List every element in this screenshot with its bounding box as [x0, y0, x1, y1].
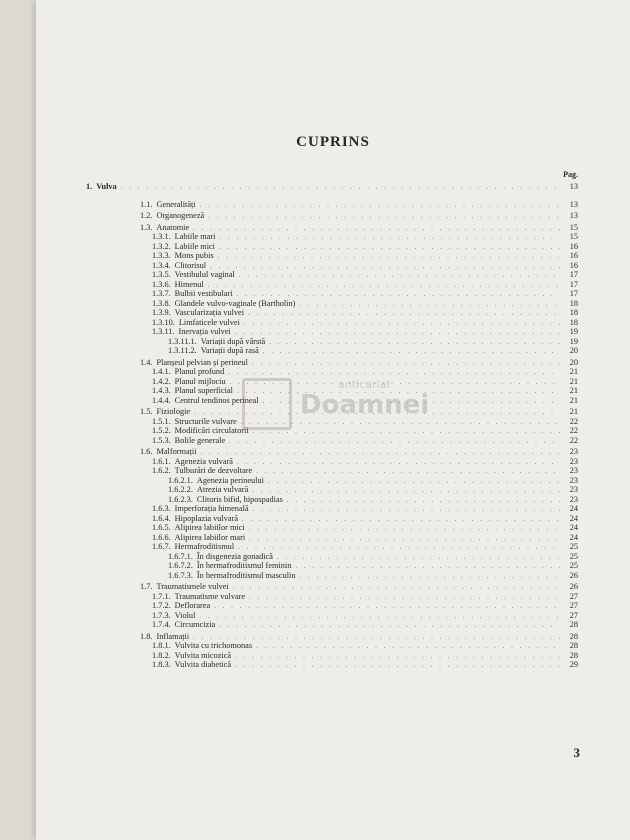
toc-entry-page: 17 — [569, 270, 578, 279]
toc-entry-number: 1.5.2. — [152, 426, 171, 435]
toc-entry — [86, 457, 578, 467]
toc-entry — [86, 251, 578, 261]
toc-entry-number: 1.3.11.1. — [168, 336, 197, 346]
toc-entry-page: 17 — [569, 289, 578, 298]
table-of-contents — [86, 182, 578, 670]
toc-entry-label: Clitorisul — [174, 260, 207, 270]
toc-entry-page: 25 — [569, 551, 578, 561]
toc-entry — [86, 367, 578, 377]
dot-leader — [208, 212, 560, 222]
dot-leader — [200, 201, 560, 211]
toc-entry — [86, 396, 578, 406]
toc-entry-label: Centrul tendinos perineal — [174, 395, 259, 405]
toc-entry — [86, 318, 578, 328]
toc-entry-number: 1.6.2. — [152, 466, 171, 475]
toc-entry-page: 18 — [569, 298, 578, 308]
watermark-small-text: anticariat — [338, 378, 391, 391]
toc-entry-page: 15 — [569, 232, 578, 241]
toc-entry-number: 1.6.3. — [152, 504, 171, 513]
toc-entry — [86, 592, 578, 602]
toc-entry-number: 1.3.7. — [152, 289, 171, 298]
toc-entry-page: 29 — [569, 660, 578, 669]
toc-entry-number: 1.6.6. — [152, 532, 171, 542]
toc-entry — [86, 571, 578, 581]
toc-entry — [86, 223, 578, 233]
toc-entry-page: 18 — [569, 308, 578, 317]
toc-entry-page: 21 — [569, 367, 578, 376]
toc-entry-number: 1.6.2.3. — [168, 494, 193, 504]
toc-entry-label: Agenezia perineului — [196, 475, 264, 485]
toc-entry — [86, 436, 578, 446]
toc-entry-number: 1.6.7.2. — [168, 561, 193, 570]
toc-entry-label: În disgenezia gonadică — [196, 551, 273, 561]
toc-entry-label: În hermafroditismul masculin — [196, 570, 296, 580]
toc-entry-number: 1.6.5. — [152, 523, 171, 532]
toc-entry — [86, 242, 578, 252]
toc-entry-label: Fiziologie — [156, 407, 191, 416]
toc-entry-page: 21 — [569, 407, 578, 416]
toc-entry — [86, 327, 578, 337]
toc-entry-number: 1.6.2.1. — [168, 475, 193, 485]
toc-entry-page: 28 — [569, 620, 578, 629]
toc-entry-page: 28 — [569, 631, 578, 641]
toc-entry-label: Inflamații — [156, 631, 190, 641]
toc-entry-label: Planșeul pelvian și perineul — [156, 357, 248, 367]
toc-entry-page: 24 — [569, 504, 578, 513]
toc-entry-label: Labiile mari — [174, 232, 216, 241]
toc-entry-page: 24 — [569, 513, 578, 523]
toc-entry-page: 20 — [569, 357, 578, 367]
toc-entry-page: 20 — [569, 346, 578, 355]
toc-entry-label: Clitoris bifid, hipospadias — [196, 494, 283, 504]
toc-entry-number: 1.3.5. — [152, 270, 171, 279]
toc-entry — [86, 582, 578, 592]
toc-entry-number: 1.3. — [140, 222, 153, 232]
toc-entry-number: 1.7.4. — [152, 620, 171, 629]
dot-leader — [235, 661, 560, 671]
toc-entry-label: Labiile mici — [174, 241, 215, 251]
toc-entry — [86, 377, 578, 387]
toc-entry-page: 23 — [569, 485, 578, 494]
toc-entry-page: 25 — [569, 542, 578, 551]
toc-entry-number: 1.7.2. — [152, 601, 171, 610]
book-page — [36, 0, 630, 840]
toc-entry — [86, 200, 578, 210]
toc-entry-number: 1.4.4. — [152, 395, 171, 405]
toc-entry-label: Vulvita cu trichomonas — [174, 641, 253, 650]
toc-entry-number: 1.3.4. — [152, 260, 171, 270]
toc-entry-page: 23 — [569, 447, 578, 456]
toc-entry-number: 1.8.1. — [152, 641, 171, 650]
toc-entry-label: Violul — [174, 610, 196, 620]
toc-entry-page: 27 — [569, 591, 578, 601]
toc-entry-number: 1.7.1. — [152, 591, 171, 601]
toc-entry-label: În hermafroditismul feminin — [196, 561, 292, 570]
dot-leader — [263, 347, 560, 357]
toc-entry — [86, 601, 578, 611]
toc-entry-label: Limfaticele vulvei — [178, 317, 240, 327]
toc-entry-label: Variații după rasă — [200, 346, 259, 355]
toc-entry-page: 13 — [569, 182, 578, 191]
toc-entry — [86, 407, 578, 417]
toc-entry-page: 26 — [569, 570, 578, 580]
toc-entry-number: 1.3.8. — [152, 298, 171, 308]
toc-entry-page: 22 — [569, 426, 578, 435]
toc-entry-page: 18 — [569, 317, 578, 327]
toc-entry-page: 28 — [569, 641, 578, 650]
toc-entry — [86, 466, 578, 476]
toc-entry-number: 1.6.7.1. — [168, 551, 193, 561]
toc-entry — [86, 337, 578, 347]
toc-entry-page: 21 — [569, 386, 578, 395]
toc-entry-label: Malformații — [156, 447, 197, 456]
page-title: CUPRINS — [296, 134, 370, 150]
toc-entry-label: Alipirea labiilor mari — [174, 532, 246, 542]
toc-entry-label: Mons pubis — [174, 251, 214, 260]
toc-entry-number: 1.3.10. — [152, 317, 175, 327]
toc-entry-page: 15 — [569, 222, 578, 232]
toc-entry — [86, 476, 578, 486]
toc-entry-page: 19 — [569, 336, 578, 346]
toc-entry-number: 1.6.7. — [152, 542, 171, 551]
toc-entry-number: 1.4.2. — [152, 376, 171, 386]
toc-entry-label: Agenezia vulvară — [174, 456, 233, 466]
toc-entry-number: 1.4. — [140, 357, 153, 367]
toc-entry — [86, 533, 578, 543]
toc-entry-number: 1.8. — [140, 631, 153, 641]
toc-entry-number: 1.3.11. — [152, 327, 175, 336]
dot-leader — [263, 397, 560, 407]
toc-entry — [86, 485, 578, 495]
toc-entry-label: Imperforația himenală — [174, 504, 249, 513]
toc-entry-number: 1.4.3. — [152, 386, 171, 395]
toc-entry — [86, 504, 578, 514]
toc-entry-number: 1.3.1. — [152, 232, 171, 241]
toc-entry-label: Generalități — [156, 199, 196, 209]
toc-entry-number: 1.3.9. — [152, 308, 171, 317]
toc-entry-number: 1.3.3. — [152, 251, 171, 260]
toc-entry-number: 1.5.1. — [152, 416, 171, 426]
toc-entry — [86, 542, 578, 552]
toc-entry-label: Planul mijlociu — [174, 376, 226, 386]
toc-entry-label: Inervația vulvei — [178, 327, 231, 336]
toc-entry-label: Circumcizia — [174, 620, 216, 629]
toc-entry-number: 1.8.2. — [152, 650, 171, 660]
toc-entry-page: 22 — [569, 416, 578, 426]
dot-leader — [219, 621, 560, 631]
toc-entry-number: 1.7. — [140, 582, 153, 591]
toc-entry-page: 27 — [569, 610, 578, 620]
toc-entry-label: Bulbii vestibulari — [174, 289, 233, 298]
toc-entry — [86, 514, 578, 524]
toc-entry — [86, 270, 578, 280]
toc-entry-number: 1.5. — [140, 407, 153, 416]
toc-entry — [86, 232, 578, 242]
toc-entry-label: Vestibulul vaginal — [174, 270, 235, 279]
toc-entry-page: 21 — [569, 376, 578, 386]
toc-entry-page: 16 — [569, 241, 578, 251]
toc-entry-page: 24 — [569, 523, 578, 532]
toc-entry-page: 28 — [569, 650, 578, 660]
toc-entry-number: 1.4.1. — [152, 367, 171, 376]
toc-entry — [86, 308, 578, 318]
toc-entry-label: Vulva — [96, 182, 117, 191]
toc-entry-number: 1.6.4. — [152, 513, 171, 523]
toc-entry-label: Organogeneză — [156, 211, 205, 220]
toc-entry — [86, 417, 578, 427]
toc-entry-page: 23 — [569, 456, 578, 466]
toc-entry-page: 22 — [569, 435, 578, 445]
watermark-big-text: Doamnei — [300, 390, 430, 420]
toc-entry — [86, 358, 578, 368]
pag-column-label: Pag. — [563, 170, 578, 179]
toc-entry-number: 1.3.11.2. — [168, 346, 197, 355]
toc-entry — [86, 261, 578, 271]
toc-entry-label: Traumatisme vulvare — [174, 591, 246, 601]
toc-entry-number: 1.8.3. — [152, 660, 171, 669]
toc-entry — [86, 426, 578, 436]
toc-entry — [86, 523, 578, 533]
toc-entry — [86, 447, 578, 457]
toc-entry — [86, 495, 578, 505]
toc-entry-label: Glandele vulvo-vaginale (Bartholin) — [174, 298, 296, 308]
toc-entry-number: 1.3.2. — [152, 241, 171, 251]
toc-entry-page: 16 — [569, 251, 578, 260]
toc-entry — [86, 552, 578, 562]
toc-entry-label: Vulvita micozică — [174, 650, 232, 660]
toc-entry-page: 27 — [569, 601, 578, 610]
toc-entry-label: Planul profund — [174, 367, 225, 376]
toc-entry — [86, 289, 578, 299]
toc-entry-label: Alipirea labiilor mici — [174, 523, 245, 532]
toc-entry-label: Structurile vulvare — [174, 416, 237, 426]
toc-entry-page: 13 — [569, 199, 578, 209]
toc-entry-page: 24 — [569, 532, 578, 542]
toc-entry-label: Traumatismele vulvei — [156, 582, 229, 591]
toc-entry — [86, 280, 578, 290]
toc-entry-page: 23 — [569, 475, 578, 485]
toc-entry-label: Atrezia vulvară — [196, 485, 249, 494]
toc-entry-number: 1.7.3. — [152, 610, 171, 620]
toc-entry — [86, 182, 578, 192]
toc-entry-number: 1. — [86, 182, 93, 191]
page-number: 3 — [573, 745, 580, 760]
toc-entry-label: Anatomie — [156, 222, 190, 232]
toc-entry-label: Tulburări de dezvoltare — [174, 466, 253, 475]
toc-entry-label: Variații după vârstă — [200, 336, 266, 346]
toc-entry-number: 1.1. — [140, 199, 153, 209]
dot-leader — [121, 183, 560, 193]
toc-entry-label: Bolile generale — [174, 435, 226, 445]
toc-entry-number: 1.6.7.3. — [168, 570, 193, 580]
toc-entry-number: 1.6. — [140, 447, 153, 456]
toc-entry-label: Hipoplazia vulvară — [174, 513, 239, 523]
toc-entry — [86, 211, 578, 221]
toc-entry-number: 1.5.3. — [152, 435, 171, 445]
toc-entry-number: 1.6.1. — [152, 456, 171, 466]
dot-leader — [229, 437, 560, 447]
toc-entry-page: 26 — [569, 582, 578, 591]
dot-leader — [300, 572, 560, 582]
toc-entry-page: 19 — [569, 327, 578, 336]
toc-entry — [86, 299, 578, 309]
toc-entry — [86, 620, 578, 630]
toc-entry-number: 1.2. — [140, 211, 153, 220]
toc-entry-page: 16 — [569, 260, 578, 270]
toc-entry — [86, 660, 578, 670]
toc-entry-label: Vascularizația vulvei — [174, 308, 245, 317]
toc-entry — [86, 386, 578, 396]
toc-entry-page: 25 — [569, 561, 578, 570]
toc-entry — [86, 346, 578, 356]
toc-entry-number: 1.3.6. — [152, 279, 171, 289]
toc-entry-page: 13 — [569, 211, 578, 220]
toc-entry-page: 17 — [569, 279, 578, 289]
toc-entry-label: Hermafroditismul — [174, 542, 235, 551]
toc-entry — [86, 632, 578, 642]
toc-entry-page: 23 — [569, 494, 578, 504]
toc-entry — [86, 561, 578, 571]
toc-entry — [86, 611, 578, 621]
toc-entry-label: Himenul — [174, 279, 204, 289]
toc-entry-page: 23 — [569, 466, 578, 475]
toc-entry-label: Planul superficial — [174, 386, 233, 395]
toc-entry-label: Modificări circulatorii — [174, 426, 249, 435]
toc-entry — [86, 651, 578, 661]
toc-entry-label: Deflorarea — [174, 601, 211, 610]
toc-entry-page: 21 — [569, 395, 578, 405]
toc-entry-label: Vulvita diabetică — [174, 660, 232, 669]
toc-entry-number: 1.6.2.2. — [168, 485, 193, 494]
toc-entry — [86, 641, 578, 651]
